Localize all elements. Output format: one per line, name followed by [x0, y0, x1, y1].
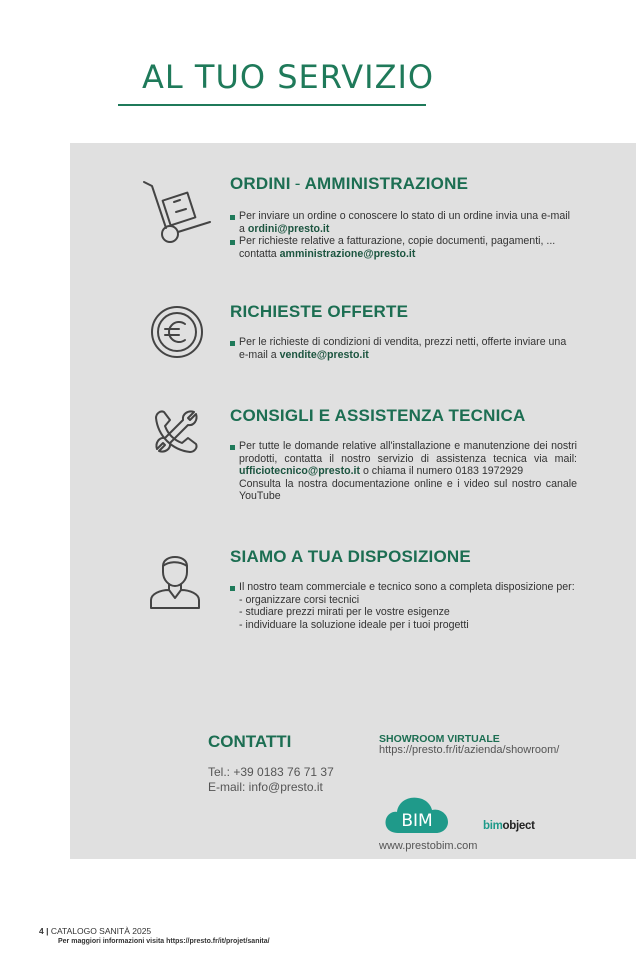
ufficiotecnico-email-link[interactable]: ufficiotecnico@presto.it [239, 465, 360, 478]
assistenza-bullet-1-text: Per tutte le domande relative all'installazione e manutenzione dei nostri prodotti, contatta il nostro servizio di assistenza tecnica via mail: [239, 440, 577, 465]
catalog-name: CATALOGO SANITÀ 2025 [50, 926, 152, 936]
person-icon [148, 546, 202, 610]
ordini-bullet-2 [230, 235, 577, 260]
assistenza-phone-text: o chiama il numero 0183 1972929 [360, 465, 524, 478]
wrench-phone-icon [150, 406, 202, 458]
ordini-bullet-2-text: Per richieste relative a fatturazione, copie documenti, pagamenti, ... contatta [239, 235, 556, 260]
ordini-bullet-1-text: Per inviare un ordine o conoscere lo stato di un ordine invia una e-mail a [239, 210, 570, 235]
offerte-bullet-1-text: Per le richieste di condizioni di vendita, prezzi netti, offerte inviare una e-mail a [239, 336, 567, 361]
vendite-email-link[interactable]: vendite@presto.it [279, 348, 369, 361]
offerte-title: RICHIESTE OFFERTE [230, 302, 409, 321]
bimobject-logo [483, 820, 535, 832]
showroom-title: SHOWROOM VIRTUALE [379, 733, 500, 745]
disposizione-section [230, 547, 577, 631]
footer-info: Per maggiori informazioni visita https://presto.fr/it/projet/sanita/ [58, 938, 270, 945]
ordini-title-a: ORDINI [230, 174, 291, 193]
contatti-title: CONTATTI [208, 732, 292, 751]
bim-logo [384, 795, 450, 840]
ordini-email-link[interactable]: ordini@presto.it [247, 222, 330, 235]
disposizione-item: - studiare prezzi mirati per le vostre esigenze [239, 606, 450, 619]
hand-truck-icon [140, 178, 214, 246]
title-divider [118, 104, 426, 106]
ordini-title-sep: - [294, 174, 301, 193]
bimobject-logo-bim: bim [483, 820, 503, 832]
assistenza-bullet-1 [230, 440, 577, 478]
amministrazione-email-link[interactable]: amministrazione@presto.it [279, 247, 416, 260]
disposizione-item: - individuare la soluzione ideale per i tuoi progetti [239, 618, 469, 631]
disposizione-bullet-1: Il nostro team commerciale e tecnico sono a completa disposizione per: [230, 581, 577, 594]
prestobim-link[interactable]: www.prestobim.com [379, 840, 478, 852]
disposizione-item: - organizzare corsi tecnici [239, 593, 360, 606]
ordini-section [230, 174, 577, 260]
contact-phone[interactable]: Tel.: +39 0183 76 71 37 [208, 765, 334, 779]
contact-email[interactable]: E-mail: info@presto.it [208, 780, 323, 794]
offerte-bullet-1 [230, 336, 577, 361]
bim-logo-text: BIM [401, 811, 433, 831]
ordini-title-b: AMMINISTRAZIONE [304, 174, 469, 193]
page-number: 4 | [39, 926, 49, 936]
page-title: AL TUO SERVIZIO [142, 58, 435, 96]
ordini-bullet-1 [230, 210, 577, 235]
footer-page [39, 926, 151, 936]
assistenza-section [230, 406, 577, 503]
offerte-section [230, 302, 577, 361]
euro-icon [149, 304, 205, 360]
assistenza-title: CONSIGLI E ASSISTENZA TECNICA [230, 406, 526, 425]
assistenza-docs-text: Consulta la nostra documentazione online e i video sul nostro canale YouTube [239, 477, 577, 503]
disposizione-title: SIAMO A TUA DISPOSIZIONE [230, 547, 471, 566]
showroom-link[interactable]: https://presto.fr/it/azienda/showroom/ [379, 744, 560, 756]
bimobject-logo-object: object [502, 820, 535, 832]
ordini-title [230, 174, 577, 194]
